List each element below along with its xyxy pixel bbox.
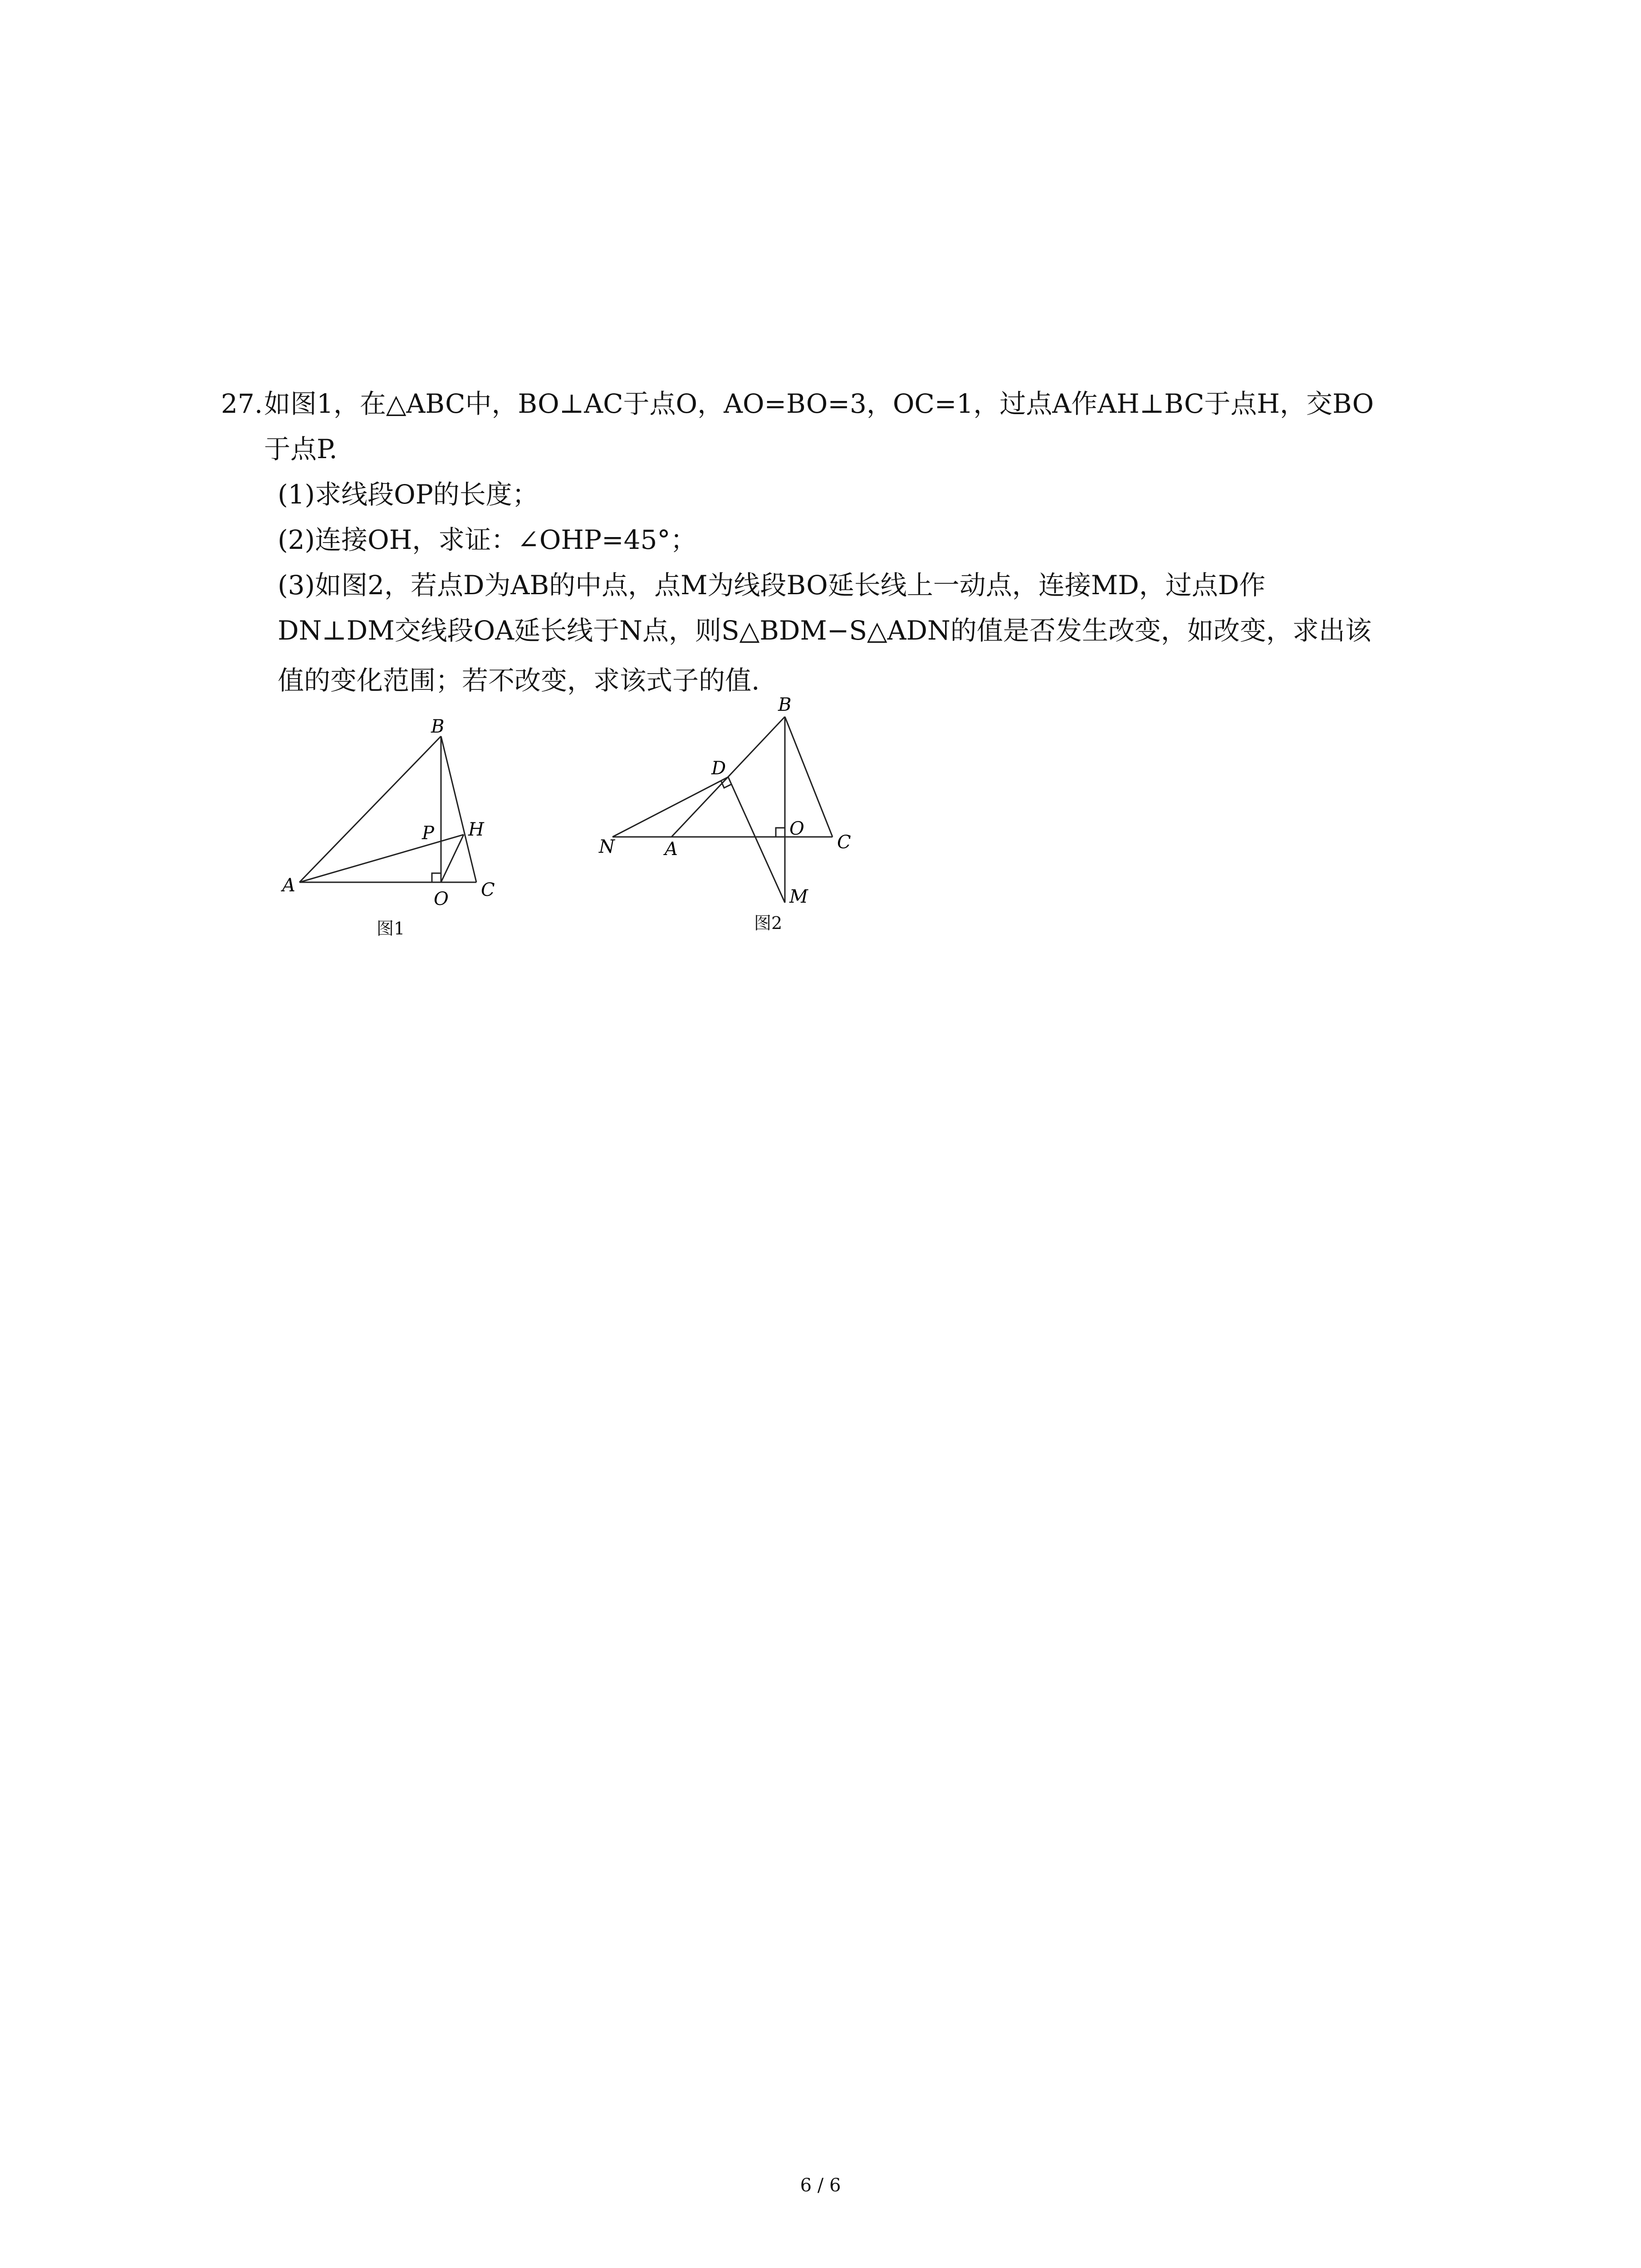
label-D: D bbox=[711, 758, 726, 779]
label-B: B bbox=[778, 696, 792, 715]
segment-OH bbox=[441, 835, 464, 882]
page-number: 6 / 6 bbox=[800, 2175, 841, 2196]
segment-BC bbox=[441, 736, 476, 882]
question-1: (1)求线段OP的长度； bbox=[278, 479, 539, 510]
label-O: O bbox=[434, 889, 449, 909]
question-3-line-2: DN⊥DM交线段OA延长线于N点，则S△BDM−S△ADN的值是否发生改变，如改变，求出该 bbox=[278, 615, 1372, 646]
label-A: A bbox=[282, 875, 295, 896]
problem-line-2: 于点P. bbox=[264, 434, 338, 464]
label-A: A bbox=[665, 839, 678, 860]
figure-2-caption: 图2 bbox=[754, 913, 783, 933]
label-H: H bbox=[468, 819, 484, 840]
figure-2 bbox=[590, 696, 880, 909]
problem-number: 27. bbox=[221, 388, 263, 419]
label-C: C bbox=[481, 880, 495, 900]
label-N: N bbox=[599, 836, 615, 857]
question-3-line-1: (3)如图2，若点D为AB的中点，点M为线段BO延长线上一动点，连接MD，过点D作 bbox=[278, 570, 1266, 601]
segment-AB bbox=[671, 717, 785, 837]
label-C: C bbox=[837, 832, 851, 853]
question-2: (2)连接OH，求证：∠OHP=45°； bbox=[278, 524, 697, 555]
segment-DN bbox=[612, 777, 728, 837]
right-angle-mark-O bbox=[776, 828, 785, 837]
label-M: M bbox=[789, 886, 808, 907]
segment-AH bbox=[299, 835, 464, 882]
problem-line-1: 如图1，在△ABC中，BO⊥AC于点O，AO=BO=3，OC=1，过点A作AH⊥BC于点H，交BO bbox=[264, 388, 1374, 419]
figure-1-caption: 图1 bbox=[377, 919, 405, 938]
segment-AB bbox=[299, 736, 441, 882]
label-P: P bbox=[422, 823, 434, 844]
right-angle-mark bbox=[432, 873, 441, 882]
label-B: B bbox=[431, 717, 445, 737]
label-O: O bbox=[789, 818, 804, 839]
question-3-line-3: 值的变化范围；若不改变，求该式子的值. bbox=[278, 665, 760, 696]
segment-DM bbox=[728, 777, 785, 903]
figure-1 bbox=[272, 717, 508, 925]
